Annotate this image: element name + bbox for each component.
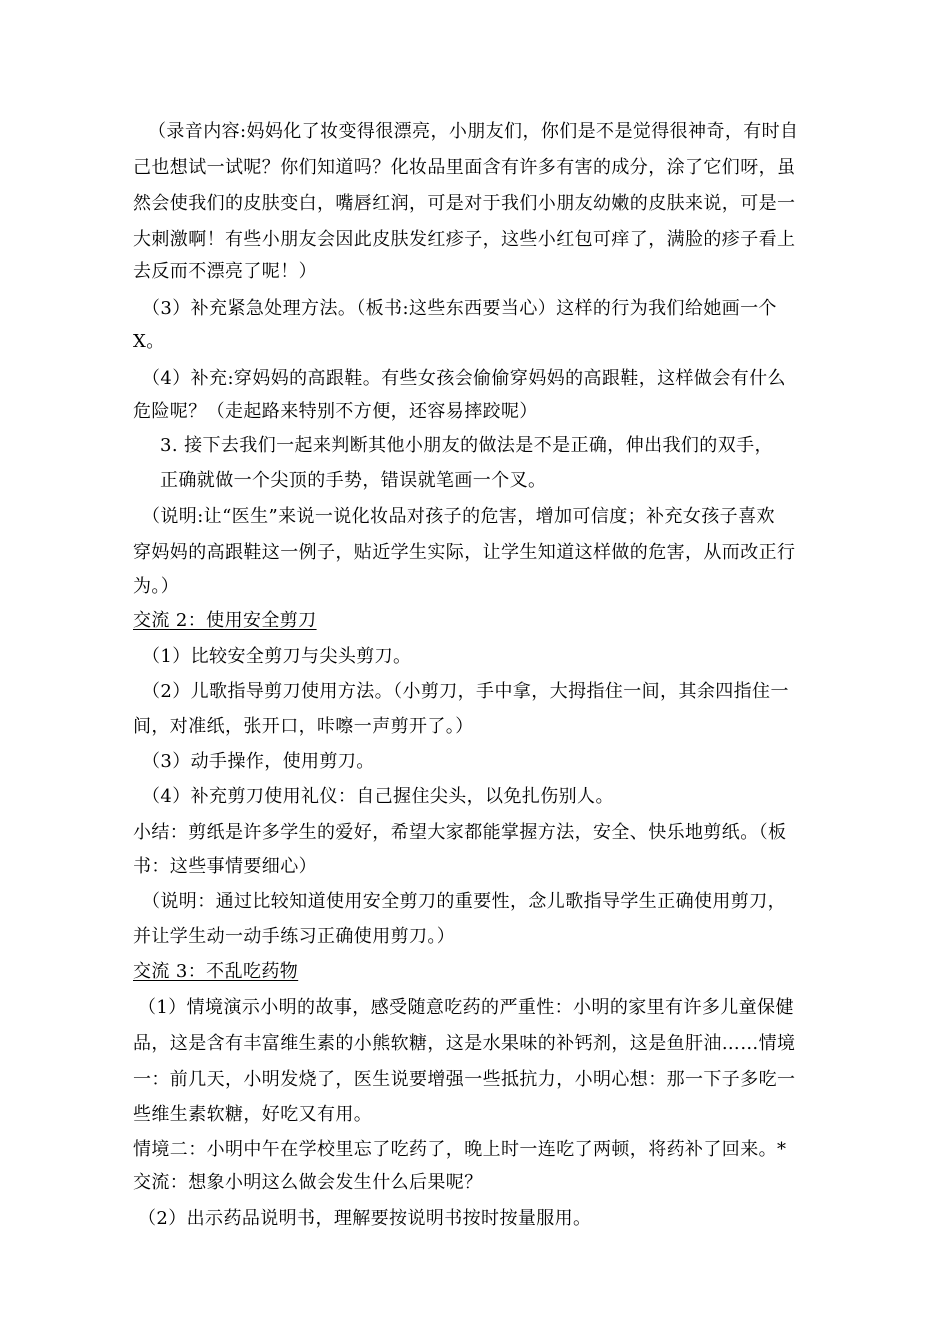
text-line: 一：前几天，小明发烧了，医生说要增强一些抵抗力，小明心想：那一下子多吃一: [133, 1069, 796, 1090]
text-line: 3. 接下去我们一起来判断其他小朋友的做法是不是正确，伸出我们的双手，: [160, 435, 773, 456]
text-line: X。: [133, 331, 165, 352]
text-line: 情境二：小明中午在学校里忘了吃药了，晚上时一连吃了两顿，将药补了回来。*: [133, 1139, 787, 1160]
section-heading: 交流 3：不乱吃药物: [133, 961, 299, 982]
text-line: （3）补充紧急处理方法。（板书:这些东西要当心）这样的行为我们给她画一个: [142, 298, 777, 319]
text-line: 间，对准纸，张开口，咔嚓一声剪开了。）: [133, 716, 474, 737]
text-line: （4）补充剪刀使用礼仪：自己握住尖头，以免扎伤别人。: [142, 786, 614, 807]
text-line: 穿妈妈的高跟鞋这一例子，贴近学生实际，让学生知道这样做的危害，从而改正行: [133, 542, 796, 563]
text-line: （4）补充:穿妈妈的高跟鞋。有些女孩会偷偷穿妈妈的高跟鞋，这样做会有什么: [142, 368, 786, 389]
text-line: 然会使我们的皮肤变白，嘴唇红润，可是对于我们小朋友幼嫩的皮肤来说，可是一: [133, 193, 796, 214]
text-line: （3）动手操作，使用剪刀。: [142, 751, 375, 772]
text-line: 大刺激啊！有些小朋友会因此皮肤发红疹子，这些小红包可痒了，满脸的疹子看上: [133, 229, 796, 250]
text-line: （录音内容:妈妈化了妆变得很漂亮，小朋友们，你们是不是觉得很神奇，有时自: [148, 121, 799, 142]
text-line: 危险呢？（走起路来特别不方便，还容易摔跤呢）: [133, 401, 538, 422]
text-line: （1）比较安全剪刀与尖头剪刀。: [142, 646, 412, 667]
text-line: 交流：想象小明这么做会发生什么后果呢？: [133, 1172, 483, 1193]
text-line: （1）情境演示小明的故事，感受随意吃药的严重性：小明的家里有许多儿童保健: [138, 997, 794, 1018]
text-line: （2）儿歌指导剪刀使用方法。（小剪刀，手中拿，大拇指住一间，其余四指住一: [142, 681, 789, 702]
text-line: 并让学生动一动手练习正确使用剪刀。）: [133, 926, 456, 947]
text-line: 己也想试一试呢？你们知道吗？化妆品里面含有许多有害的成分，涂了它们呀，虽: [133, 157, 796, 178]
text-line: （说明：通过比较知道使用安全剪刀的重要性，念儿歌指导学生正确使用剪刀，: [142, 891, 786, 912]
text-line: 为。）: [133, 576, 180, 597]
text-line: 小结：剪纸是许多学生的爱好，希望大家都能掌握方法，安全、快乐地剪纸。（板: [133, 822, 787, 843]
section-heading: 交流 2：使用安全剪刀: [133, 610, 317, 631]
text-line: 书：这些事情要细心）: [133, 856, 317, 877]
text-line: 去反而不漂亮了呢！）: [133, 261, 317, 282]
text-line: 正确就做一个尖顶的手势，错误就笔画一个叉。: [160, 470, 547, 491]
text-line: （2）出示药品说明书，理解要按说明书按时按量服用。: [138, 1208, 592, 1229]
text-line: 品，这是含有丰富维生素的小熊软糖，这是水果味的补钙剂，这是鱼肝油……情境: [133, 1033, 796, 1054]
text-line: （说明:让“医生”来说一说化妆品对孩子的危害，增加可信度；补充女孩子喜欢: [142, 506, 775, 527]
text-line: 些维生素软糖，好吃又有用。: [133, 1104, 373, 1125]
